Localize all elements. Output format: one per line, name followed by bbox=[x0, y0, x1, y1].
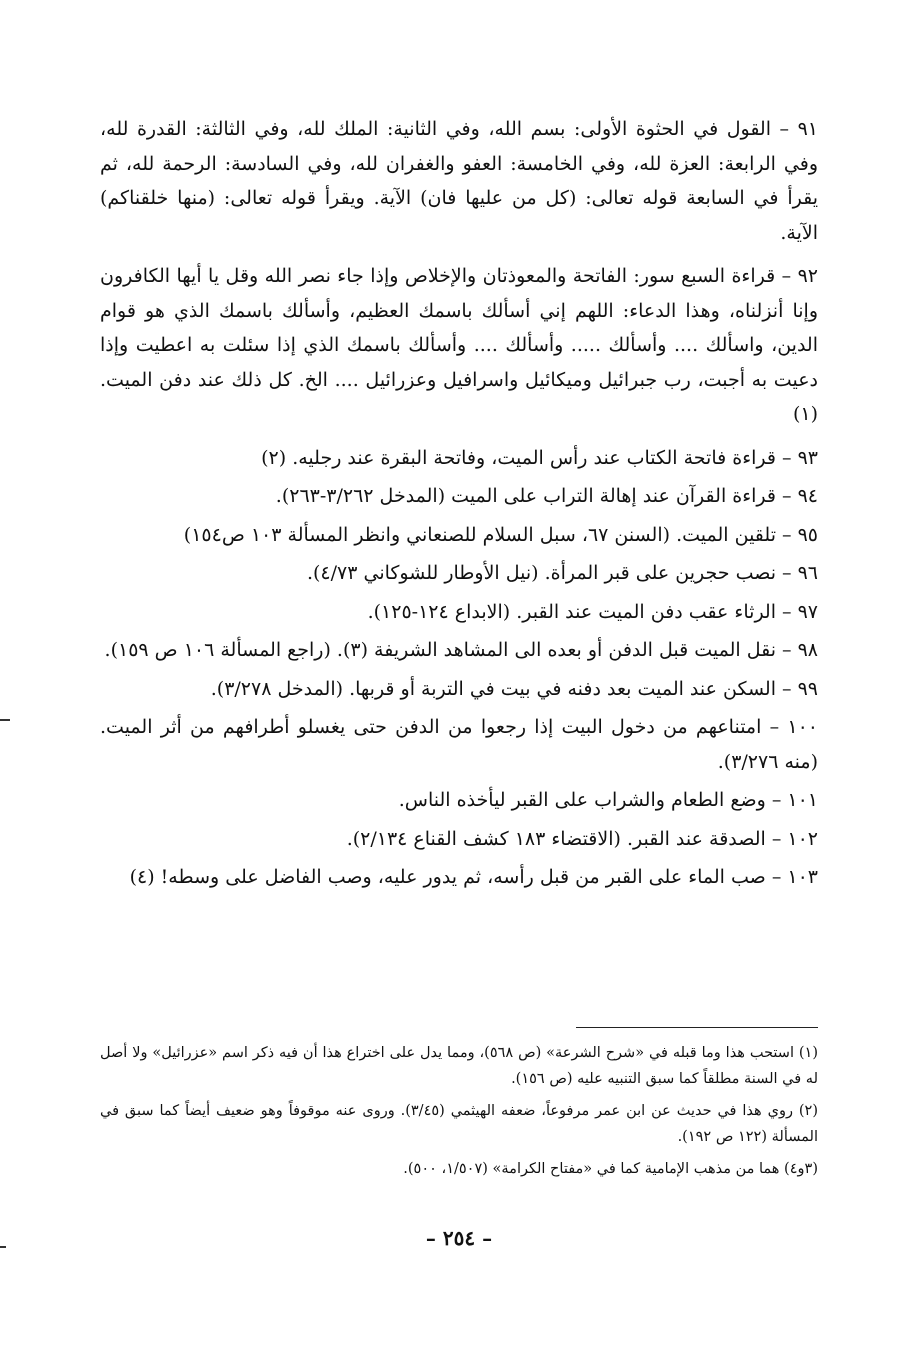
main-text bbox=[100, 112, 818, 899]
paragraph-102: ١٠٢ – الصدقة عند القبر. (الاقتضاء ١٨٣ كشف القناع ٢/١٣٤). bbox=[346, 827, 818, 850]
paragraph-94: ٩٤ – قراءة القرآن عند إهالة التراب على الميت (المدخل ٣/٢٦٢-٢٦٣). bbox=[275, 485, 818, 507]
paragraph-93: ٩٣ – قراءة فاتحة الكتاب عند رأس الميت، وفاتحة البقرة عند رجليه. (٢) bbox=[261, 446, 818, 469]
paragraph-92: ٩٢ – قراءة السبع سور: الفاتحة والمعوذتان والإخلاص وإذا جاء نصر الله وقل يا أيها الكافرون وإنا أنزلناه، وهذا الدعاء: اللهم إني أسألك باسمك العظيم، وأسألك باسمك الذي هو قوام الدين، واسألك .... وأسألك ..... وأسألك .... وأسألك باسمك الذي إذا سئلت به اعطيت وإذا دعيت به أجبت، رب جبرائيل وميكائيل واسرافيل وعزرائيل .... الخ. كل ذلك عند دفن الميت. (١) bbox=[100, 265, 818, 425]
paragraph-97: ٩٧ – الرثاء عقب دفن الميت عند القبر. (الابداع ١٢٤-١٢٥). bbox=[367, 600, 818, 623]
footnote-1: (١) استحب هذا وما قبله في «شرح الشرعة» (ص ٥٦٨)، ومما يدل على اختراع هذا أن فيه ذكر اسم «عزرائيل» ولا أصل له في السنة مطلقاً كما سبق التنبيه عليه (ص ١٥٦). bbox=[100, 1045, 818, 1087]
paragraph-100: ١٠٠ – امتناعهم من دخول البيت إذا رجعوا من الدفن حتى يغسلو أطرافهم من أثر الميت. (منه ٣/٢٧٦). bbox=[100, 716, 818, 773]
paragraph-103: ١٠٣ – صب الماء على القبر من قبل رأسه، ثم يدور عليه، وصب الفاضل على وسطه! (٤) bbox=[129, 866, 818, 888]
footnote-divider bbox=[576, 1027, 818, 1028]
paragraph-99: ٩٩ – السكن عند الميت بعد دفنه في بيت في التربة أو قربها. (المدخل ٣/٢٧٨). bbox=[210, 677, 818, 700]
footnotes bbox=[100, 1040, 818, 1188]
paragraph-98: ٩٨ – نقل الميت قبل الدفن أو بعده الى المشاهد الشريفة (٣). (راجع المسألة ١٠٦ ص ١٥٩). bbox=[104, 639, 818, 661]
page-number: – ٢٥٤ – bbox=[425, 1226, 493, 1250]
paragraph-101: ١٠١ – وضع الطعام والشراب على القبر ليأخذه الناس. bbox=[398, 789, 818, 811]
paragraph-95: ٩٥ – تلقين الميت. (السنن ٦٧، سبل السلام للصنعاني وانظر المسألة ١٠٣ ص١٥٤) bbox=[183, 523, 818, 546]
footnote-3-4: (٣و٤) هما من مذهب الإمامية كما في «مفتاح الكرامة» (١/٥٠٧، ٥٠٠). bbox=[403, 1161, 818, 1177]
paragraph-91: ٩١ – القول في الحثوة الأولى: بسم الله، وفي الثانية: الملك لله، وفي الثالثة: القدرة لله، وفي الرابعة: العزة لله، وفي الخامسة: العفو والغفران لله، وفي السادسة: الرحمة لله، ثم يقرأ في السابعة قوله تعالى: (كل من عليها فان) الآية. ويقرأ قوله تعالى: (منها خلقناكم) الآية. bbox=[100, 118, 818, 244]
scan-edge-mark bbox=[0, 719, 10, 721]
scan-edge-mark bbox=[0, 1246, 6, 1248]
footnote-2: (٢) روي هذا في حديث عن ابن عمر مرفوعاً، ضعفه الهيثمي (٣/٤٥). وروى عنه موقوفاً وهو ضعيف أيضاً كما سبق في المسألة (١٢٢ ص ١٩٢). bbox=[100, 1103, 818, 1145]
paragraph-96: ٩٦ – نصب حجرين على قبر المرأة. (نيل الأوطار للشوكاني ٤/٧٣). bbox=[306, 562, 818, 584]
